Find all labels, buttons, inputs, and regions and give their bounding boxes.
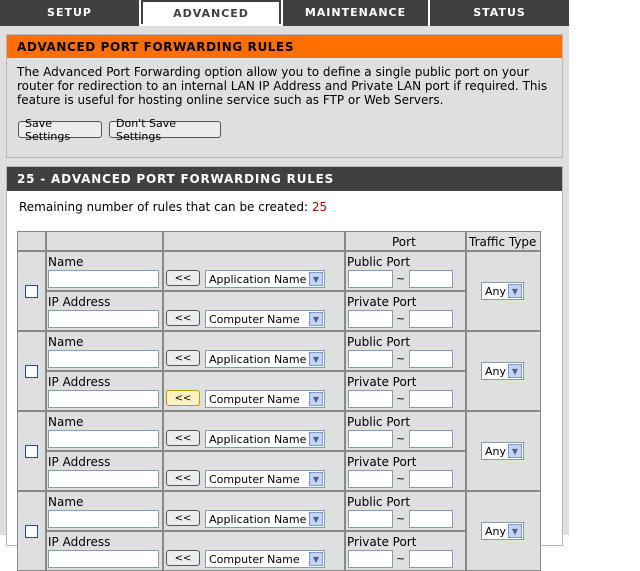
header-port: Port: [392, 235, 416, 249]
tab-maintenance[interactable]: MAINTENANCE: [283, 0, 428, 26]
rule-enable-checkbox[interactable]: [25, 365, 38, 378]
rule-computer-select[interactable]: [205, 390, 325, 408]
chevron-down-icon: ▼: [309, 552, 323, 566]
rule-ip-input[interactable]: [48, 390, 159, 408]
rule-computer-copy-button[interactable]: <<: [166, 390, 200, 406]
chevron-down-icon: ▼: [309, 272, 323, 286]
chevron-down-icon: ▼: [309, 472, 323, 486]
rule-private-port-start[interactable]: [348, 310, 393, 328]
header-cell-traffic: [466, 231, 541, 251]
rule-app-copy-button[interactable]: <<: [166, 510, 200, 526]
rule-application-select[interactable]: [205, 510, 325, 528]
rule-computer-select[interactable]: [205, 470, 325, 488]
rule-computer-copy-button[interactable]: <<: [166, 310, 200, 326]
rule-public-port-start[interactable]: [348, 350, 393, 368]
intro-description: The Advanced Port Forwarding option allow you to define a single public port on your router for redirection to an internal LAN IP Address and Private LAN port if required. This feature is useful for hosting online service such as FTP or Web Servers.: [17, 65, 548, 107]
rule-computer-copy-button[interactable]: <<: [166, 470, 200, 486]
rule-computer-select-value: Computer Name: [209, 312, 300, 326]
rule-traffic-type-select[interactable]: [481, 282, 524, 300]
rule-traffic-type-select[interactable]: [481, 442, 524, 460]
rule-public-port-label: Public Port: [347, 335, 411, 349]
rule-public-port-tilde: ~: [396, 272, 406, 285]
rule-public-port-end[interactable]: [409, 350, 453, 368]
chevron-down-icon: ▼: [508, 284, 522, 298]
rule-private-port-tilde: ~: [396, 472, 406, 485]
rule-traffic-type-select[interactable]: [481, 522, 524, 540]
rule-traffic-type-select[interactable]: [481, 362, 524, 380]
rule-ip-input[interactable]: [48, 470, 159, 488]
rule-traffic-type-select-value: Any: [485, 364, 507, 378]
tab-advanced[interactable]: ADVANCED: [141, 0, 281, 24]
rule-ip-label: IP Address: [48, 455, 111, 469]
rule-traffic-type-select-value: Any: [485, 444, 507, 458]
rule-name-label: Name: [48, 415, 84, 429]
rule-ip-input[interactable]: [48, 310, 159, 328]
rule-enable-checkbox[interactable]: [25, 525, 38, 538]
rule-public-port-start[interactable]: [348, 430, 393, 448]
chevron-down-icon: ▼: [508, 364, 522, 378]
rule-public-port-tilde: ~: [396, 352, 406, 365]
chevron-down-icon: ▼: [309, 312, 323, 326]
header-cell-checkbox: [17, 231, 46, 251]
rule-application-select-value: Application Name: [209, 512, 307, 526]
rule-application-select-value: Application Name: [209, 272, 307, 286]
rule-computer-select-value: Computer Name: [209, 392, 300, 406]
rule-private-port-label: Private Port: [347, 295, 417, 309]
rule-private-port-end[interactable]: [409, 390, 453, 408]
rule-name-label: Name: [48, 335, 84, 349]
rule-private-port-end[interactable]: [409, 310, 453, 328]
intro-box: [6, 34, 563, 158]
rule-private-port-tilde: ~: [396, 312, 406, 325]
rule-name-label: Name: [48, 255, 84, 269]
chevron-down-icon: ▼: [508, 524, 522, 538]
rule-enable-checkbox[interactable]: [25, 445, 38, 458]
rule-ip-input[interactable]: [48, 550, 159, 568]
rule-public-port-start[interactable]: [348, 510, 393, 528]
rule-private-port-start[interactable]: [348, 470, 393, 488]
dont-save-settings-button[interactable]: Don't Save Settings: [109, 121, 221, 138]
rule-computer-select[interactable]: [205, 550, 325, 568]
rule-private-port-start[interactable]: [348, 390, 393, 408]
intro-title: ADVANCED PORT FORWARDING RULES: [7, 35, 562, 58]
rule-computer-select-value: Computer Name: [209, 472, 300, 486]
rule-private-port-label: Private Port: [347, 535, 417, 549]
rule-app-copy-button[interactable]: <<: [166, 430, 200, 446]
rule-application-select[interactable]: [205, 350, 325, 368]
rule-name-input[interactable]: [48, 430, 159, 448]
rule-ip-label: IP Address: [48, 295, 111, 309]
rule-application-select[interactable]: [205, 270, 325, 288]
chevron-down-icon: ▼: [309, 392, 323, 406]
rule-public-port-label: Public Port: [347, 495, 411, 509]
rule-public-port-end[interactable]: [409, 430, 453, 448]
top-tab-bar: [0, 0, 569, 26]
header-cell-select: [163, 231, 345, 251]
rule-application-select-value: Application Name: [209, 432, 307, 446]
header-cell-name: [46, 231, 163, 251]
rule-ip-label: IP Address: [48, 535, 111, 549]
rule-app-copy-button[interactable]: <<: [166, 350, 200, 366]
remaining-label: Remaining number of rules that can be created:: [19, 200, 309, 214]
rule-name-input[interactable]: [48, 270, 159, 288]
chevron-down-icon: ▼: [508, 444, 522, 458]
rule-traffic-type-select-value: Any: [485, 284, 507, 298]
rule-application-select-value: Application Name: [209, 352, 307, 366]
save-settings-button[interactable]: Save Settings: [18, 121, 102, 138]
rule-ip-label: IP Address: [48, 375, 111, 389]
rule-public-port-start[interactable]: [348, 270, 393, 288]
header-traffic-type: Traffic Type: [469, 235, 537, 249]
rule-public-port-tilde: ~: [396, 512, 406, 525]
remaining-count: 25: [311, 200, 328, 214]
rule-application-select[interactable]: [205, 430, 325, 448]
rule-enable-checkbox[interactable]: [25, 285, 38, 298]
remaining-rules-text: [19, 200, 327, 214]
rule-name-input[interactable]: [48, 350, 159, 368]
chevron-down-icon: ▼: [309, 512, 323, 526]
chevron-down-icon: ▼: [309, 432, 323, 446]
rule-computer-select-value: Computer Name: [209, 552, 300, 566]
rule-private-port-end[interactable]: [409, 550, 453, 568]
rule-name-label: Name: [48, 495, 84, 509]
rule-app-copy-button[interactable]: <<: [166, 270, 200, 286]
chevron-down-icon: ▼: [309, 352, 323, 366]
rule-name-input[interactable]: [48, 510, 159, 528]
rule-private-port-end[interactable]: [409, 470, 453, 488]
rule-private-port-tilde: ~: [396, 552, 406, 565]
rule-traffic-type-select-value: Any: [485, 524, 507, 538]
rule-public-port-end[interactable]: [409, 270, 453, 288]
rule-private-port-start[interactable]: [348, 550, 393, 568]
rule-private-port-label: Private Port: [347, 455, 417, 469]
rule-public-port-end[interactable]: [409, 510, 453, 528]
rule-computer-copy-button[interactable]: <<: [166, 550, 200, 566]
rules-title: 25 - ADVANCED PORT FORWARDING RULES: [7, 167, 562, 191]
rule-private-port-label: Private Port: [347, 375, 417, 389]
rule-private-port-tilde: ~: [396, 392, 406, 405]
rule-public-port-tilde: ~: [396, 432, 406, 445]
tab-status[interactable]: STATUS: [430, 0, 569, 26]
rule-public-port-label: Public Port: [347, 415, 411, 429]
header-cell-port: [345, 231, 466, 251]
rule-public-port-label: Public Port: [347, 255, 411, 269]
tab-setup[interactable]: SETUP: [0, 0, 139, 26]
rule-computer-select[interactable]: [205, 310, 325, 328]
